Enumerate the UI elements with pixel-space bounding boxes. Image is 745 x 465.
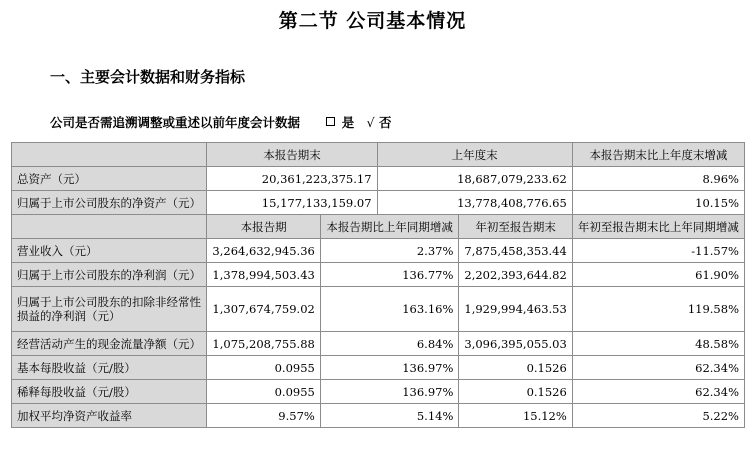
table-row xyxy=(12,287,745,332)
financial-indicators-table xyxy=(11,142,745,428)
table-row xyxy=(12,239,745,263)
table-header-row xyxy=(12,215,745,239)
row-label: 营业收入（元） xyxy=(12,239,207,263)
header-cell: 本报告期 xyxy=(207,215,320,239)
table-row xyxy=(12,380,745,404)
value-cell: 48.58% xyxy=(572,332,744,356)
row-label: 归属于上市公司股东的净利润（元） xyxy=(12,263,207,287)
header-cell xyxy=(12,215,207,239)
value-cell: 136.97% xyxy=(320,380,459,404)
value-cell: -11.57% xyxy=(572,239,744,263)
table-row xyxy=(12,167,745,191)
table-row xyxy=(12,404,745,428)
value-cell: 2,202,393,644.82 xyxy=(459,263,572,287)
table-row xyxy=(12,356,745,380)
yes-label: 是 xyxy=(341,115,355,130)
value-cell: 13,778,408,776.65 xyxy=(377,191,572,215)
value-cell: 62.34% xyxy=(572,356,744,380)
value-cell: 119.58% xyxy=(572,287,744,332)
value-cell: 0.1526 xyxy=(459,380,572,404)
header-cell: 本报告期比上年同期增减 xyxy=(320,215,459,239)
value-cell: 9.57% xyxy=(207,404,320,428)
value-cell: 1,307,674,759.02 xyxy=(207,287,320,332)
value-cell: 163.16% xyxy=(320,287,459,332)
value-cell: 1,929,994,463.53 xyxy=(459,287,572,332)
value-cell: 136.77% xyxy=(320,263,459,287)
value-cell: 10.15% xyxy=(572,191,744,215)
header-cell: 本报告期末 xyxy=(207,143,377,167)
value-cell: 2.37% xyxy=(320,239,459,263)
value-cell: 1,378,994,503.43 xyxy=(207,263,320,287)
restatement-line xyxy=(50,113,391,131)
value-cell: 5.22% xyxy=(572,404,744,428)
value-cell: 0.0955 xyxy=(207,380,320,404)
value-cell: 136.97% xyxy=(320,356,459,380)
header-cell: 年初至报告期末 xyxy=(459,215,572,239)
row-label: 总资产（元） xyxy=(12,167,207,191)
table-row xyxy=(12,263,745,287)
header-cell: 上年度末 xyxy=(377,143,572,167)
value-cell: 5.14% xyxy=(320,404,459,428)
checkbox-yes-icon xyxy=(326,117,335,126)
value-cell: 15,177,133,159.07 xyxy=(207,191,377,215)
table-row xyxy=(12,191,745,215)
table-header-row xyxy=(12,143,745,167)
value-cell: 15.12% xyxy=(459,404,572,428)
no-label: 否 xyxy=(378,115,392,130)
section-heading: 一、主要会计数据和财务指标 xyxy=(50,68,246,86)
row-label: 归属于上市公司股东的净资产（元） xyxy=(12,191,207,215)
table-row xyxy=(12,332,745,356)
value-cell: 3,096,395,055.03 xyxy=(459,332,572,356)
page-title: 第二节 公司基本情况 xyxy=(278,10,467,32)
row-label: 归属于上市公司股东的扣除非经常性损益的净利润（元） xyxy=(12,287,207,332)
value-cell: 20,361,223,375.17 xyxy=(207,167,377,191)
value-cell: 0.0955 xyxy=(207,356,320,380)
value-cell: 1,075,208,755.88 xyxy=(207,332,320,356)
header-cell: 年初至报告期末比上年同期增减 xyxy=(572,215,744,239)
value-cell: 3,264,632,945.36 xyxy=(207,239,320,263)
restatement-question: 公司是否需追溯调整或重述以前年度会计数据 xyxy=(50,115,301,130)
row-label: 经营活动产生的现金流量净额（元） xyxy=(12,332,207,356)
value-cell: 18,687,079,233.62 xyxy=(377,167,572,191)
value-cell: 6.84% xyxy=(320,332,459,356)
check-mark-icon: √ xyxy=(366,115,375,130)
row-label: 加权平均净资产收益率 xyxy=(12,404,207,428)
row-label: 稀释每股收益（元/股） xyxy=(12,380,207,404)
header-cell xyxy=(12,143,207,167)
value-cell: 0.1526 xyxy=(459,356,572,380)
header-cell: 本报告期末比上年度末增减 xyxy=(572,143,744,167)
value-cell: 62.34% xyxy=(572,380,744,404)
value-cell: 7,875,458,353.44 xyxy=(459,239,572,263)
value-cell: 8.96% xyxy=(572,167,744,191)
value-cell: 61.90% xyxy=(572,263,744,287)
row-label: 基本每股收益（元/股） xyxy=(12,356,207,380)
